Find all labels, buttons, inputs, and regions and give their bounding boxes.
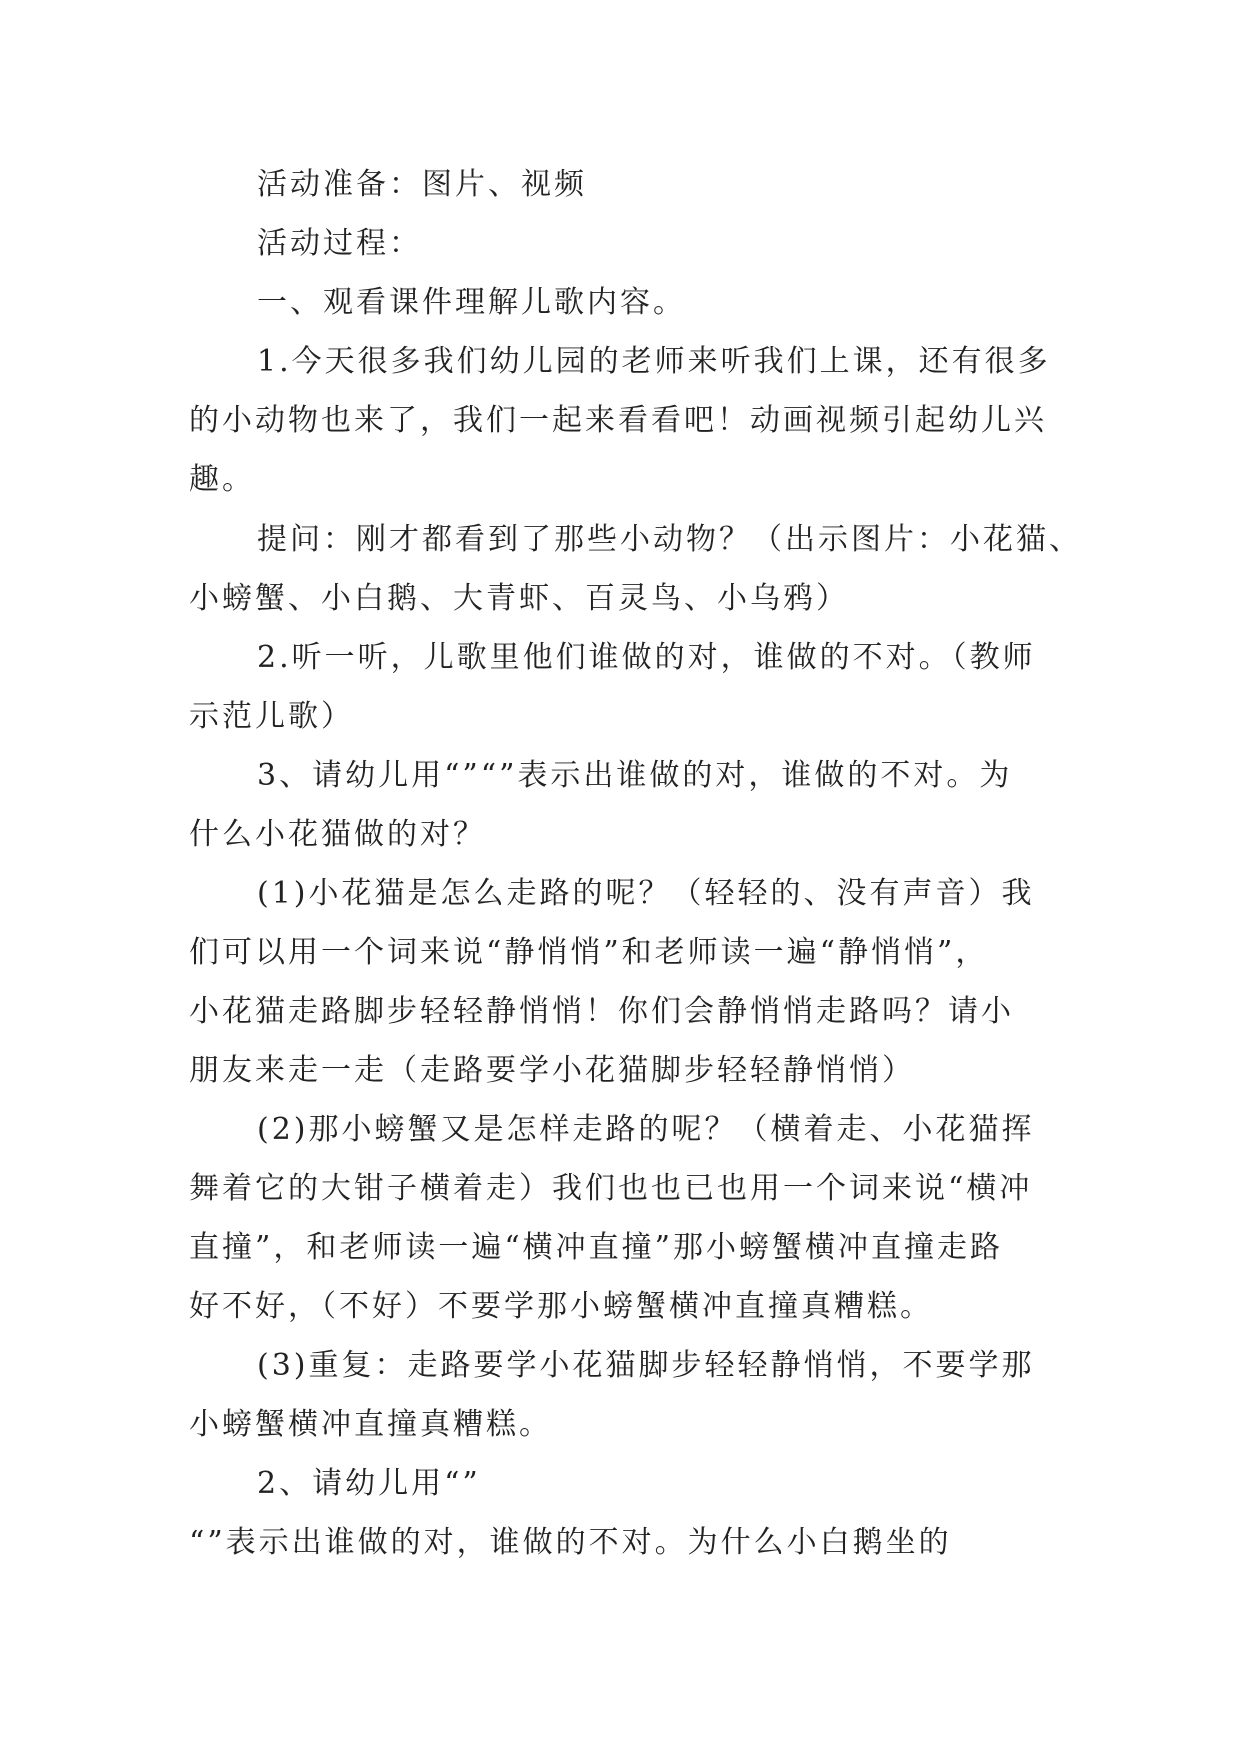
paragraph-line: 2.听一听，儿歌里他们谁做的对，谁做的不对。（教师 — [257, 640, 1036, 675]
paragraph-line: “”表示出谁做的对，谁做的不对。为什么小白鹅坐的 — [189, 1525, 952, 1560]
paragraph-line: (1)小花猫是怎么走路的呢？（轻轻的、没有声音）我 — [257, 876, 1035, 911]
paragraph-line: 小螃蟹横冲直撞真糟糕。 — [189, 1407, 552, 1442]
paragraph-line: 的小动物也来了，我们一起来看看吧！动画视频引起幼儿兴 — [189, 403, 1047, 438]
paragraph-line: 舞着它的大钳子横着走）我们也也已也用一个词来说“横冲 — [189, 1171, 1033, 1206]
paragraph-line: (3)重复：走路要学小花猫脚步轻轻静悄悄，不要学那 — [257, 1348, 1035, 1383]
paragraph-line: 活动过程： — [257, 226, 422, 261]
paragraph-line: 小螃蟹、小白鹅、大青虾、百灵鸟、小乌鸦） — [189, 581, 849, 616]
paragraph-line: 活动准备：图片、视频 — [257, 167, 587, 202]
paragraph-line: 朋友来走一走（走路要学小花猫脚步轻轻静悄悄） — [189, 1053, 915, 1088]
paragraph-line: 直撞”，和老师读一遍“横冲直撞”那小螃蟹横冲直撞走路 — [189, 1230, 1004, 1265]
paragraph-line: 一、观看课件理解儿歌内容。 — [257, 285, 686, 320]
paragraph-line: 1.今天很多我们幼儿园的老师来听我们上课，还有很多 — [257, 344, 1051, 379]
paragraph-line: 趣。 — [189, 462, 255, 497]
paragraph-line: 3、请幼儿用“”“”表示出谁做的对，谁做的不对。为 — [257, 758, 1013, 793]
paragraph-line: 提问：刚才都看到了那些小动物？（出示图片：小花猫、 — [257, 522, 1082, 557]
paragraph-line: 示范儿歌） — [189, 699, 354, 734]
paragraph-line: 小花猫走路脚步轻轻静悄悄！你们会静悄悄走路吗？请小 — [189, 994, 1014, 1029]
paragraph-line: 2、请幼儿用“” — [257, 1466, 481, 1501]
paragraph-line: (2)那小螃蟹又是怎样走路的呢？（横着走、小花猫挥 — [257, 1112, 1035, 1147]
paragraph-line: 们可以用一个词来说“静悄悄”和老师读一遍“静悄悄”， — [189, 935, 989, 970]
paragraph-line: 好不好，（不好）不要学那小螃蟹横冲直撞真糟糕。 — [189, 1289, 933, 1324]
paragraph-line: 什么小花猫做的对？ — [189, 817, 486, 852]
